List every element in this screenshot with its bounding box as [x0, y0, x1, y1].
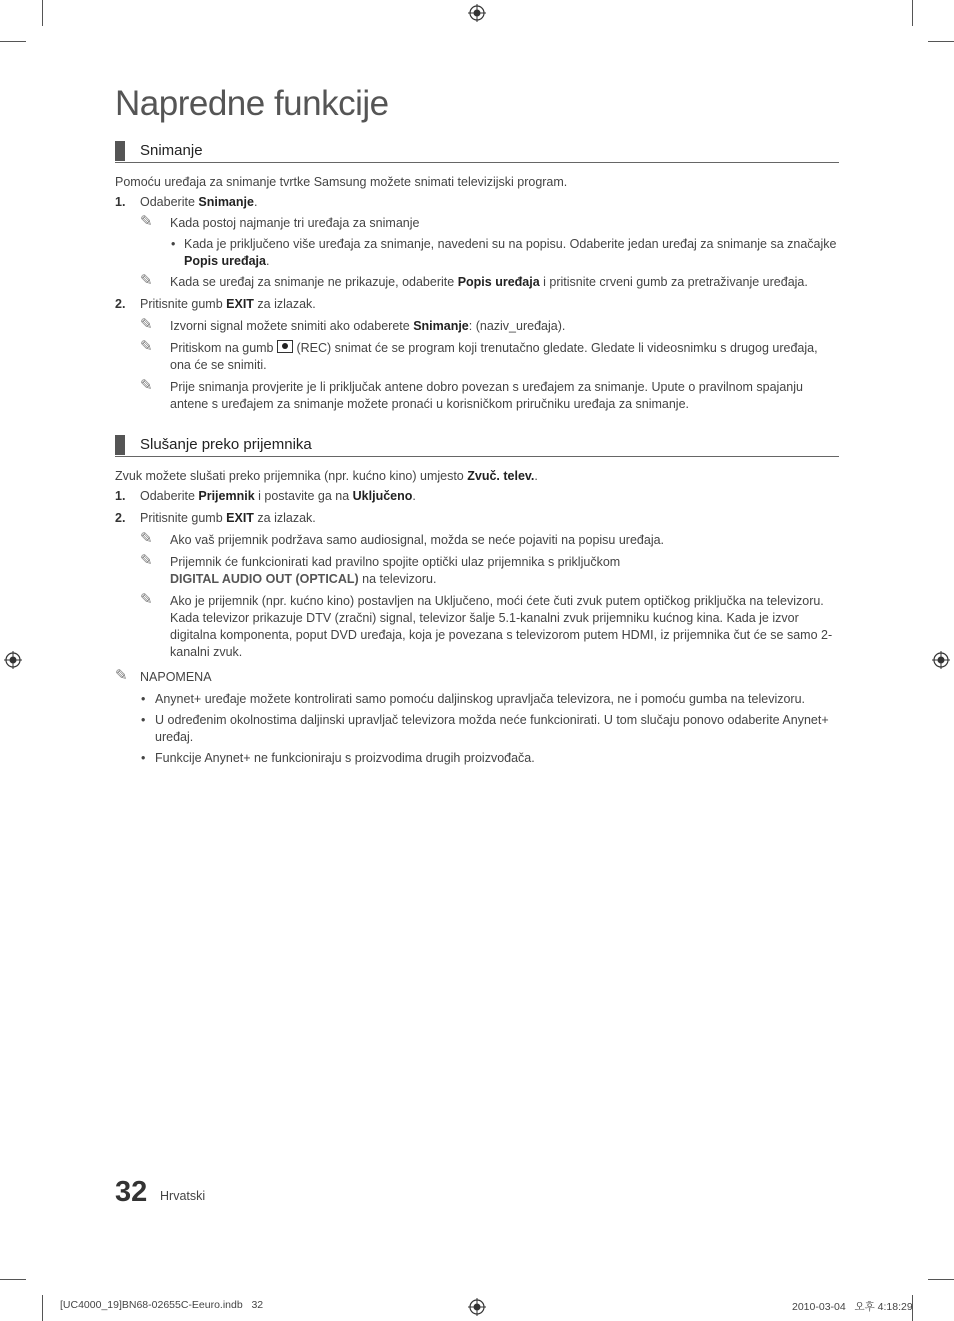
pencil-note-icon: ✎	[140, 272, 153, 289]
crop-mark	[928, 41, 954, 42]
section-slusanje	[115, 434, 839, 767]
menu-item-name: Zvuč. telev.	[467, 469, 535, 483]
button-name: EXIT	[226, 297, 254, 311]
pencil-note-icon: ✎	[140, 552, 153, 569]
registration-mark-icon	[468, 4, 486, 22]
napomena-item	[115, 750, 839, 767]
footer-language: Hrvatski	[160, 1189, 206, 1203]
step-1	[115, 194, 839, 211]
menu-item-name: Popis uređaja	[457, 275, 540, 289]
step-number: 1.	[115, 195, 126, 209]
crop-mark	[42, 1295, 43, 1321]
note-text: Prije snimanja provjerite je li priključak antene dobro povezan s uređajem za snimanje. Upute o pravilnom spajanju antene s uređajem za snimanje možete pronaći u korisničkom priručniku uređaja za snimanje.	[170, 380, 803, 411]
pencil-note-icon: ✎	[140, 316, 153, 333]
bullet-icon: •	[141, 713, 146, 727]
step-text: i postavite ga na	[254, 489, 353, 503]
registration-mark-icon	[932, 651, 950, 669]
bullet-icon: •	[141, 751, 146, 765]
napomena-item	[115, 691, 839, 708]
section-marker	[115, 141, 125, 161]
step-text: Pritisnite gumb	[140, 297, 227, 311]
note-text-end: na televizoru.	[358, 572, 437, 586]
napomena-label: NAPOMENA	[140, 670, 212, 684]
section-title: Snimanje	[140, 142, 203, 159]
step-text-end: .	[412, 489, 416, 503]
step-2	[115, 510, 839, 527]
napomena-heading	[115, 669, 839, 686]
menu-item-name: Popis uređaja	[184, 254, 266, 268]
note	[115, 340, 839, 374]
pencil-note-icon: ✎	[140, 377, 153, 394]
section-header	[115, 140, 839, 163]
bullet-icon: •	[141, 692, 146, 706]
menu-value: Uključeno	[352, 489, 413, 503]
intro-text	[115, 468, 839, 485]
bullet-item	[115, 236, 839, 270]
registration-mark-icon	[468, 1298, 486, 1316]
pencil-note-icon: ✎	[140, 338, 153, 355]
registration-mark-icon	[4, 651, 22, 669]
pencil-note-icon: ✎	[140, 530, 153, 547]
section-title: Slušanje preko prijemnika	[140, 436, 312, 453]
step-text: Pritisnite gumb	[140, 511, 227, 525]
menu-item-name: Snimanje	[413, 319, 469, 333]
pencil-note-icon: ✎	[140, 591, 153, 608]
crop-mark	[0, 1279, 26, 1280]
bullet-text: Kada je priključeno više uređaja za snimanje, navedeni su na popisu. Odaberite jedan uređaj za snimanje sa značajke	[184, 237, 837, 251]
bullet-text-end: .	[265, 254, 270, 268]
note-text: Kada postoj najmanje tri uređaja za snimanje	[170, 216, 420, 230]
note	[115, 274, 839, 291]
note	[115, 532, 839, 549]
note	[115, 318, 839, 335]
step-text-end: za izlazak.	[253, 511, 316, 525]
intro-text-start: Zvuk možete slušati preko prijemnika (npr. kućno kino) umjesto	[115, 469, 468, 483]
section-marker	[115, 435, 125, 455]
intro-text: Pomoću uređaja za snimanje tvrtke Samsung možete snimati televizijski program.	[115, 175, 568, 189]
note-text-end: (REC) snimat će se program koji trenutačno gledate. Gledate li videosnimku s drugog uređaja, ona će se snimiti.	[170, 341, 818, 372]
pencil-note-icon: ✎	[115, 667, 128, 684]
imprint-right: 2010-03-04 오후 4:18:29	[792, 1301, 913, 1313]
bullet-icon: •	[171, 237, 176, 251]
note-text: Kada se uređaj za snimanje ne prikazuje, odaberite	[170, 275, 458, 289]
step-text-end: za izlazak.	[253, 297, 316, 311]
crop-mark	[42, 0, 43, 26]
note	[115, 379, 839, 413]
note-text: Ako vaš prijemnik podržava samo audiosignal, možda se neće pojaviti na popisu uređaja.	[170, 533, 665, 547]
step-number: 2.	[115, 297, 126, 311]
pencil-note-icon: ✎	[140, 213, 153, 230]
page-number: 32	[115, 1176, 148, 1208]
step-number: 1.	[115, 489, 126, 503]
step-2	[115, 296, 839, 313]
imprint-left: [UC4000_19]BN68-02655C-Eeuro.indb 32	[60, 1299, 264, 1311]
crop-mark	[912, 0, 913, 26]
napomena-text: U određenim okolnostima daljinski upravljač televizora možda neće funkcionirati. U tom slučaju ponovo odaberite Anynet+ uređaj.	[155, 713, 829, 744]
napomena-text: Anynet+ uređaje možete kontrolirati samo pomoću daljinskog upravljača televizora, ne i pomoću gumba na televizoru.	[155, 692, 806, 706]
step-1	[115, 488, 839, 505]
note	[115, 593, 839, 661]
note-text: Ako je prijemnik (npr. kućno kino) postavljen na Uključeno, moći ćete čuti zvuk putem optičkog priključka na televizoru. Kada televizor prikazuje DTV (zračni) signal, televizor šalje 5.1-kanalni zvuk prijemniku kućnog kina. Kada je izvor digitalna komponenta, poput DVD uređaja, koja je povezana s televizorom putem HDMI, iz prijemnika čut će se samo 2-kanalni zvuk.	[170, 594, 833, 659]
note	[115, 215, 839, 232]
crop-mark	[0, 41, 26, 42]
page-title: Napredne funkcije	[115, 84, 389, 123]
step-text-end: .	[253, 195, 258, 209]
button-name: EXIT	[226, 511, 254, 525]
step-text: Odaberite	[140, 195, 199, 209]
menu-item-name: Prijemnik	[198, 489, 255, 503]
step-number: 2.	[115, 511, 126, 525]
note-text-end: i pritisnite crveni gumb za pretraživanje uređaja.	[539, 275, 808, 289]
napomena-item	[115, 712, 839, 746]
note-text-end: : (naziv_uređaja).	[468, 319, 566, 333]
section-snimanje	[115, 140, 839, 413]
note-text: Pritiskom na gumb	[170, 341, 277, 355]
step-text: Odaberite	[140, 489, 199, 503]
note	[115, 554, 839, 588]
napomena-text: Funkcije Anynet+ ne funkcioniraju s proizvodima drugih proizvođača.	[155, 751, 535, 765]
crop-mark	[928, 1279, 954, 1280]
note-text: Prijemnik će funkcionirati kad pravilno spojite optički ulaz prijemnika s priključkom	[170, 555, 621, 569]
port-name: DIGITAL AUDIO OUT (OPTICAL)	[170, 572, 359, 586]
note-text: Izvorni signal možete snimiti ako odaberete	[170, 319, 414, 333]
rec-button-icon	[277, 340, 293, 353]
intro-text-end: .	[534, 469, 538, 483]
menu-item-name: Snimanje	[198, 195, 254, 209]
section-header	[115, 434, 839, 457]
